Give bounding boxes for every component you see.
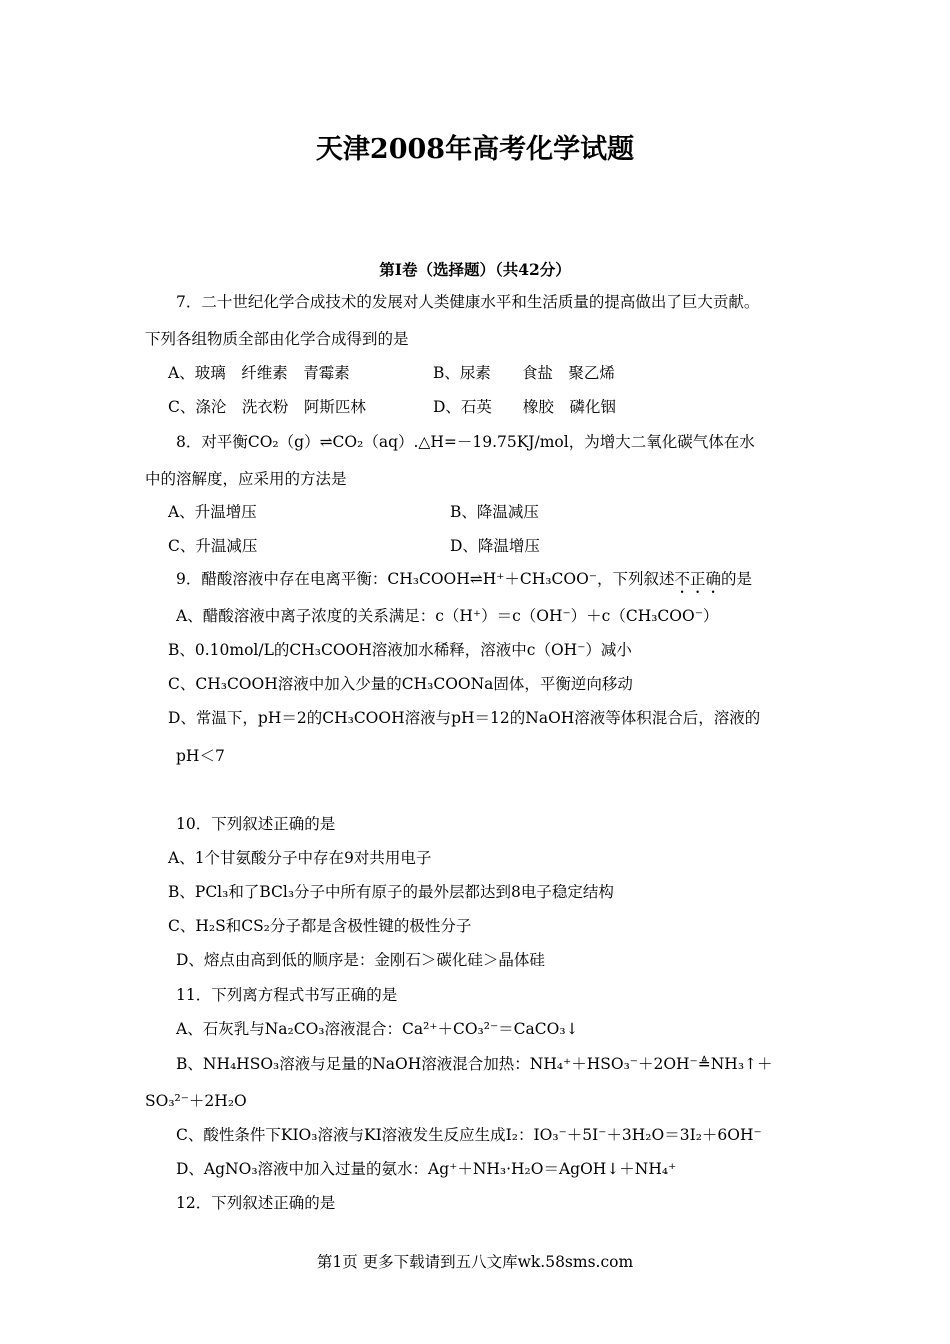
q8-stem-line2: 中的溶解度，应采用的方法是 <box>145 470 347 488</box>
q9-stem-pre: 9．醋酸溶液中存在电离平衡：CH₃COOH⇌H⁺＋CH₃COO⁻，下列叙述 <box>176 570 675 588</box>
q9-option-a: A、醋酸溶液中离子浓度的关系满足：c（H⁺）＝c（OH⁻）＋c（CH₃COO⁻） <box>176 607 719 625</box>
q11-option-a: A、石灰乳与Na₂CO₃溶液混合：Ca²⁺＋CO₃²⁻＝CaCO₃↓ <box>176 1020 579 1038</box>
q10-option-a: A、1个甘氨酸分子中存在9对共用电子 <box>168 849 432 867</box>
page-title: 天津2008年高考化学试题 <box>315 134 635 165</box>
q8-option-d: D、降温增压 <box>450 537 540 555</box>
q9-option-b: B、0.10mol/L的CH₃COOH溶液加水稀释，溶液中c（OH⁻）减小 <box>168 641 632 659</box>
q8-option-c: C、升温减压 <box>168 537 258 555</box>
q8-option-b: B、降温减压 <box>450 503 539 521</box>
section-header: 第I卷（选择题）（共42分） <box>379 260 571 279</box>
q11-option-c: C、酸性条件下KIO₃溶液与KI溶液发生反应生成I₂：IO₃⁻＋5I⁻＋3H₂O＝3I₂＋6OH⁻ <box>176 1126 762 1144</box>
q7-stem-line2: 下列各组物质全部由化学合成得到的是 <box>145 330 409 348</box>
q7-option-b: B、尿素 食盐 聚乙烯 <box>433 364 615 382</box>
q11-option-b-line1: B、NH₄HSO₃溶液与足量的NaOH溶液混合加热：NH₄⁺＋HSO₃⁻＋2OH⁻≜NH₃↑＋ <box>176 1055 773 1073</box>
q11-option-d: D、AgNO₃溶液中加入过量的氨水：Ag⁺＋NH₃·H₂O＝AgOH↓＋NH₄⁺ <box>176 1160 677 1178</box>
q12-stem: 12．下列叙述正确的是 <box>176 1194 336 1212</box>
page-footer: 第1页 更多下载请到五八文库wk.58sms.com <box>316 1253 634 1271</box>
q7-option-c: C、涤沦 洗衣粉 阿斯匹林 <box>168 398 366 416</box>
q9-option-c: C、CH₃COOH溶液中加入少量的CH₃COONa固体，平衡逆向移动 <box>168 675 633 693</box>
q10-option-c: C、H₂S和CS₂分子都是含极性键的极性分子 <box>168 917 472 935</box>
q11-option-b-line2: SO₃²⁻＋2H₂O <box>145 1092 247 1110</box>
q9-stem-emphasis: 不正确 <box>674 570 721 588</box>
q9-option-d-line2: pH＜7 <box>176 747 225 765</box>
q11-stem: 11．下列离方程式书写正确的是 <box>176 986 398 1004</box>
q7-option-a: A、玻璃 纤维素 青霉素 <box>168 364 350 382</box>
q8-stem-line1: 8．对平衡CO₂（g）⇌CO₂（aq）.△H=－19.75KJ/mol，为增大二氧化碳气体在水 <box>176 433 755 451</box>
q10-stem: 10．下列叙述正确的是 <box>176 815 336 833</box>
q8-option-a: A、升温增压 <box>168 503 257 521</box>
q7-option-d: D、石英 橡胶 磷化铟 <box>433 398 616 416</box>
q10-option-b: B、PCl₃和了BCl₃分子中所有原子的最外层都达到8电子稳定结构 <box>168 883 614 901</box>
q9-stem <box>176 569 752 597</box>
q7-stem-line1: 7．二十世纪化学合成技术的发展对人类健康水平和生活质量的提高做出了巨大贡献。 <box>176 293 760 311</box>
q9-stem-post: 的是 <box>721 570 753 588</box>
q9-option-d-line1: D、常温下，pH＝2的CH₃COOH溶液与pH＝12的NaOH溶液等体积混合后，溶液的 <box>168 709 761 727</box>
q10-option-d: D、熔点由高到低的顺序是：金刚石＞碳化硅＞晶体硅 <box>176 951 545 969</box>
